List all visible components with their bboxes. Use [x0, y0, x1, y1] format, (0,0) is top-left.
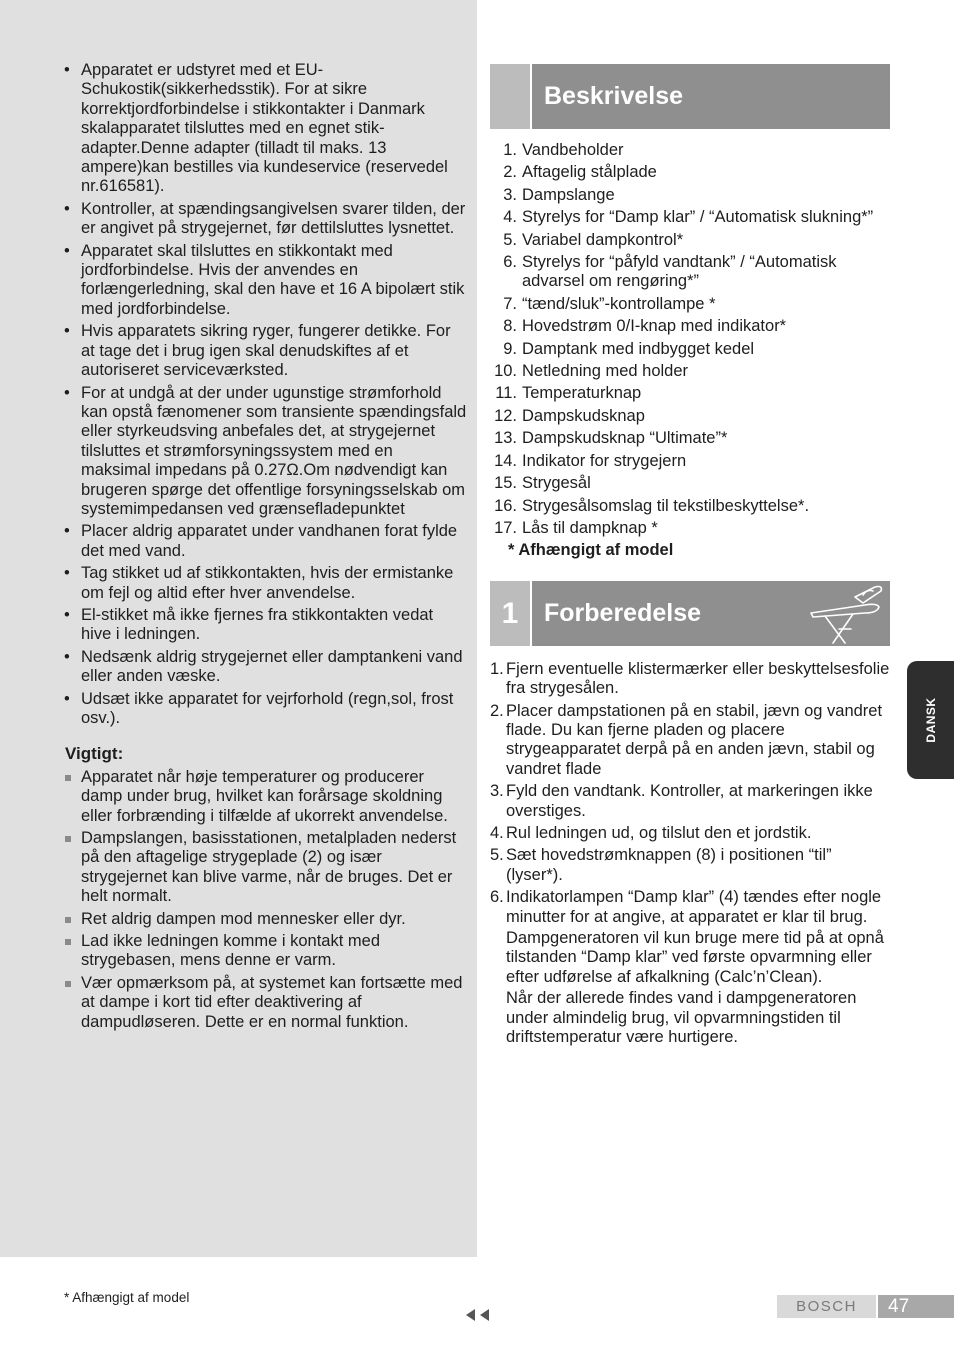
part-number: 13. [494, 429, 517, 448]
forberedelse-header [490, 581, 890, 646]
parts-list-item [490, 497, 890, 516]
safety-bullet-item: • Kontroller, at spændingsangivelsen svarer tilden, der er angivet på strygejernet, før dettilsluttes lysnettet. [62, 200, 467, 239]
parts-list-item [490, 231, 890, 250]
beskrivelse-header [490, 64, 890, 129]
step-paragraph: Dampgeneratoren vil kun bruge mere tid på at opnå tilstanden “Damp klar” ved første opvarmning eller efter udførelse af afkalkning (Calc’n’Clean). [506, 929, 884, 986]
step-paragraph: Fyld den vandtank. Kontroller, at markeringen ikke overstiges. [506, 782, 873, 820]
step-text [506, 824, 890, 843]
safety-bullet-list [62, 61, 467, 728]
safety-bullet-item: • For at undgå at der under ugunstige strømforhold kan opstå fænomener som transiente spændingsfald eller styrkeudsving anbefales det, at strygejernet tilsluttes et strømforsyningssystem med en maksimal impedans på 0.27Ω.Om nødvendigt kan brugeren spørge det offentlige forsyningsselskab om systemimpedansen ved grænsefladepunktet [62, 384, 467, 520]
parts-list-item [490, 429, 890, 448]
safety-bullet-item: • Apparatet er udstyret med et EU-Schukostik(sikkerhedsstik). For at sikre korrektjordforbindelse i stikkontakter i Danmark skalapparatet tilsluttes med en egnet stik-adapter.Denne adapter (tilladt til maks. 13 ampere)kan bestilles via kundeservice (reservedel nr.616581). [62, 61, 467, 197]
step-paragraph: Rul ledningen ud, og tilslut den et jordstik. [506, 823, 812, 842]
step-number: 2. [490, 701, 504, 720]
part-name: Vandbeholder [522, 141, 624, 159]
language-tab-label: DANSK [923, 697, 938, 743]
step-number: 5. [490, 846, 504, 865]
part-name: Indikator for strygejern [522, 451, 687, 470]
part-number: 3. [503, 185, 517, 204]
part-number: 6. [503, 253, 517, 272]
part-number: 7. [503, 294, 517, 313]
important-item: Dampslangen, basisstationen, metalpladen nederst på den aftagelige strygeplade (2) og især strygejernet kan blive varme, når de bruges. Det er helt normalt. [62, 829, 467, 907]
parts-list-item [490, 340, 890, 359]
important-item: Lad ikke ledningen komme i kontakt med strygebasen, mens denne er varm. [62, 932, 467, 971]
part-number: 17. [494, 518, 517, 537]
preparation-step [490, 824, 890, 843]
preparation-step [490, 702, 890, 780]
part-name: Netledning med holder [522, 362, 689, 381]
safety-bullet-item: • El-stikket må ikke fjernes fra stikkontakten vedat hive i ledningen. [62, 606, 467, 645]
part-name: Damptank med indbygget kedel [522, 339, 755, 358]
parts-list-item [490, 295, 890, 314]
parts-list-item [490, 317, 890, 336]
part-name: Variabel dampkontrol* [522, 230, 684, 249]
preparation-steps [490, 660, 890, 1048]
forberedelse-title-box [532, 581, 890, 646]
part-name: Styrelys for “påfyld vandtank” / “Automatisk advarsel om rengøring*” [522, 253, 837, 291]
safety-bullet-item: • Udsæt ikke apparatet for vejrforhold (regn,sol, frost osv.). [62, 690, 467, 729]
brand-label: BOSCH [777, 1295, 876, 1318]
parts-list-item [490, 362, 890, 381]
parts-list-item [490, 186, 890, 205]
part-name: Dampskudsknap “Ultimate”* [522, 429, 728, 448]
language-tab [907, 661, 954, 779]
part-number: 4. [503, 208, 517, 227]
step-number: 3. [490, 782, 504, 801]
step-text [506, 846, 890, 885]
part-name: Styrelys for “Damp klar” / “Automatisk slukning*” [522, 208, 874, 227]
important-item: Ret aldrig dampen mod mennesker eller dyr. [62, 910, 467, 929]
part-number: 10. [494, 362, 517, 381]
footnote: * Afhængigt af model [64, 1290, 190, 1305]
part-name: Lås til dampknap * [522, 518, 658, 537]
step-paragraph: Når der allerede findes vand i dampgeneratoren under almindelig brug, vil opvarmningstiden til driftstemperatur være hurtigere. [506, 989, 857, 1047]
step-number: 1. [490, 659, 504, 678]
parts-list-item [490, 519, 890, 538]
parts-list-item [490, 141, 890, 160]
step-number: 4. [490, 823, 504, 842]
safety-column [62, 61, 467, 1035]
step-paragraph: Indikatorlampen “Damp klar” (4) tændes efter nogle minutter for at angive, at apparatet er klar til brug. [506, 888, 882, 926]
ironing-board-icon [805, 583, 885, 645]
step-text [506, 702, 890, 780]
parts-list-item [490, 163, 890, 182]
safety-bullet-item: • Tag stikket ud af stikkontakten, hvis der ermistanke om fejl og altid efter hver anvendelse. [62, 564, 467, 603]
step-paragraph: Fjern eventuelle klistermærker eller beskyttelsesfolie fra strygesålen. [506, 659, 890, 698]
safety-bullet-item: • Apparatet skal tilsluttes en stikkontakt med jordforbindelse. Hvis der anvendes en forlængerledning, skal den have et 16 A bipolært stik med jordforbindelse. [62, 242, 467, 320]
step-text [506, 660, 890, 699]
part-number: 11. [495, 384, 517, 403]
important-item: Vær opmærksom på, at systemet kan fortsætte med at dampe i kort tid efter deaktivering af dampudløseren. Dette er en normal funktion. [62, 974, 467, 1032]
part-number: 15. [494, 474, 517, 493]
step-number: 6. [490, 888, 504, 907]
step-text [506, 888, 890, 1047]
preparation-step [490, 846, 890, 885]
forberedelse-title: Forberedelse [544, 598, 702, 627]
part-name: Temperaturknap [522, 384, 642, 403]
part-number: 12. [494, 406, 517, 425]
previous-page-icon[interactable] [464, 1308, 492, 1322]
part-name: “tænd/sluk”-kontrollampe * [522, 294, 716, 313]
section-number: 1 [490, 581, 530, 646]
parts-list-item [490, 208, 890, 227]
part-name: Strygesålsomslag til tekstilbeskyttelse*. [522, 496, 810, 515]
safety-bullet-item: • Placer aldrig apparatet under vandhanen forat fylde det med vand. [62, 522, 467, 561]
part-number: 9. [503, 339, 517, 358]
model-note: * Afhængigt af model [508, 541, 674, 560]
part-number: 8. [503, 317, 517, 336]
preparation-step [490, 888, 890, 1047]
preparation-step [490, 782, 890, 821]
part-number: 2. [503, 163, 517, 182]
parts-list-item [490, 253, 890, 292]
page-number: 47 [878, 1295, 954, 1318]
section-number-box [490, 64, 530, 129]
step-paragraph: Placer dampstationen på en stabil, jævn og vandret flade. Du kan fjerne pladen og placere strygeapparatet derpå på en anden jævn, stabil og vandret flade [506, 701, 883, 778]
preparation-step [490, 660, 890, 699]
important-list [62, 768, 467, 1032]
parts-list-item [490, 452, 890, 471]
important-item: Apparatet når høje temperaturer og producerer damp under brug, hvilket kan forårsage skoldning eller forbrænding i tilfælde af ukorrekt anvendelse. [62, 768, 467, 826]
parts-list-item [490, 407, 890, 426]
part-number: 1. [503, 141, 517, 159]
parts-list [490, 141, 890, 538]
part-name: Dampslange [522, 185, 615, 204]
step-text [506, 782, 890, 821]
part-name: Dampskudsknap [522, 406, 645, 425]
part-name: Strygesål [522, 474, 591, 493]
safety-bullet-item: • Hvis apparatets sikring ryger, fungerer detikke. For at tage det i brug igen skal denudskiftes af et autoriseret serviceværksted. [62, 322, 467, 380]
safety-bullet-item: • Nedsænk aldrig strygejernet eller damptankeni vand eller anden væske. [62, 648, 467, 687]
part-name: Hovedstrøm 0/I-knap med indikator* [522, 317, 787, 336]
parts-list-item [490, 474, 890, 493]
important-heading: Vigtigt: [65, 744, 124, 764]
right-column [490, 64, 890, 1050]
part-number: 14. [494, 451, 517, 470]
part-number: 16. [494, 496, 517, 515]
part-number: 5. [503, 230, 517, 249]
beskrivelse-title: Beskrivelse [544, 81, 684, 110]
parts-list-item [490, 384, 890, 403]
step-paragraph: Sæt hovedstrømknappen (8) i positionen “til” (lyser*). [506, 846, 832, 884]
part-name: Aftagelig stålplade [522, 163, 657, 182]
